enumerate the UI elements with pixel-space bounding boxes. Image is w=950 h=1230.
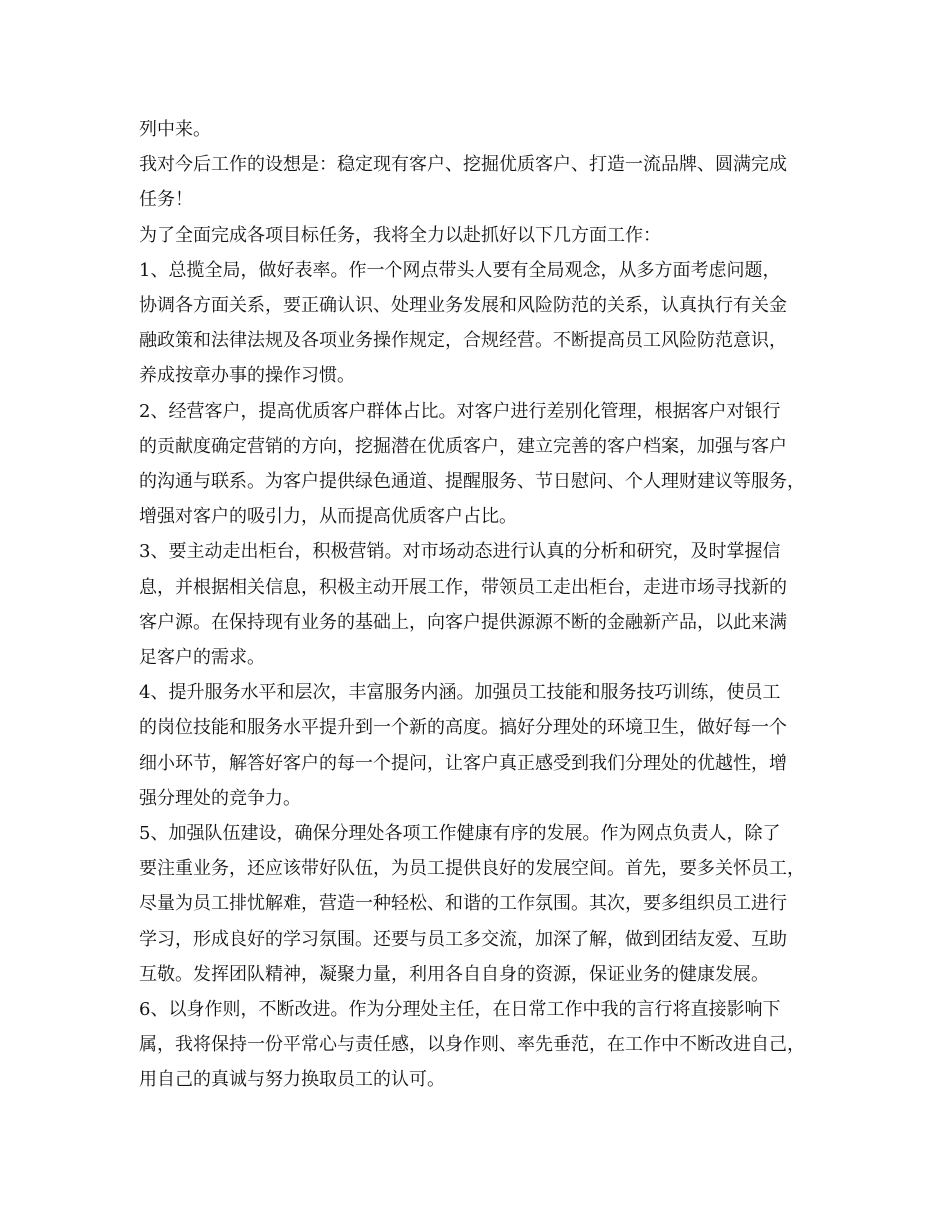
paragraph-continuation: 列中来。: [139, 119, 211, 140]
paragraph-item-3: 3、要主动走出柜台，积极营销。对市场动态进行认真的分析和研究，及时掌握信 息，并根据相关信息，积极主动开展工作，带领员工走出柜台，走进市场寻找新的 客户源。在保持现有业务的基础上，向客户提供源源不断的金融新产品，以此来满 足客户的需求。: [139, 541, 787, 669]
paragraph-item-1: 1、总揽全局，做好表率。作一个网点带头人要有全局观念，从多方面考虑问题， 协调各方面关系，要正确认识、处理业务发展和风险防范的关系，认真执行有关金 融政策和法律法规及各项业务操作规定，合规经营。不断提高员工风险防范意识， 养成按章办事的操作习惯。: [139, 259, 787, 387]
paragraph-item-5: 5、加强队伍建设，确保分理处各项工作健康有序的发展。作为网点负责人，除了 要注重业务，还应该带好队伍，为员工提供良好的发展空间。首先，要多关怀员工， 尽量为员工排忧解难，营造一种轻松、和谐的工作氛围。其次，要多组织员工进行 学习，形成良好的学习氛围。还要与员工多交流，加深了解，做到团结友爱、互助 互敬。发挥团队精神，凝聚力量，利用各自自身的资源，保证业务的健康发展。: [139, 823, 805, 985]
paragraph-intro: 为了全面完成各项目标任务，我将全力以赴抓好以下几方面工作：: [139, 224, 661, 246]
document-body: [139, 112, 829, 1098]
paragraph-item-6: 6、以身作则，不断改进。作为分理处主任，在日常工作中我的言行将直接影响下 属，我将保持一份平常心与责任感，以身作则、率先垂范，在工作中不断改进自己， 用自己的真诚与努力换取员工的认可。: [139, 999, 805, 1091]
paragraph-work-vision: 我对今后工作的设想是：稳定现有客户、挖掘优质客户、打造一流品牌、圆满完成 任务！: [139, 154, 787, 211]
paragraph-item-2: 2、经营客户，提高优质客户群体占比。对客户进行差别化管理，根据客户对银行 的贡献度确定营销的方向，挖掘潜在优质客户，建立完善的客户档案，加强与客户 的沟通与联系。为客户提供绿色通道、提醒服务、节日慰问、个人理财建议等服务， 增强对客户的吸引力，从而提高优质客户占比。: [139, 400, 805, 528]
paragraph-item-4: 4、提升服务水平和层次，丰富服务内涵。加强员工技能和服务技巧训练，使员工 的岗位技能和服务水平提升到一个新的高度。搞好分理处的环境卫生，做好每一个 细小环节，解答好客户的每一个提问，让客户真正感受到我们分理处的优越性，增 强分理处的竞争力。: [139, 682, 787, 809]
